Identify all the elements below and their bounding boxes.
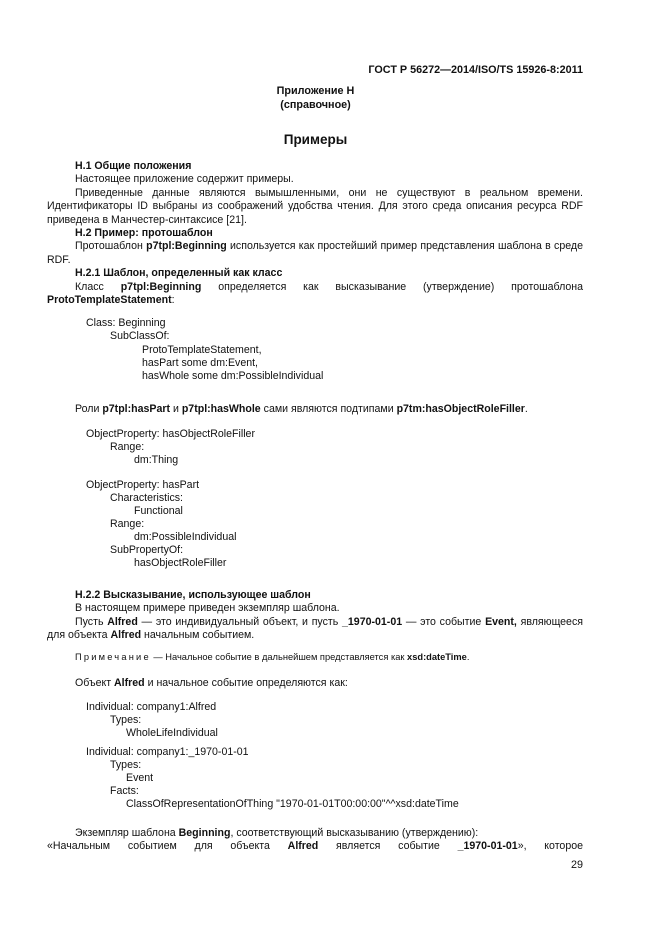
- code-line: hasObjectRoleFiller: [134, 557, 227, 569]
- code-line: Individual: company1:_1970-01-01: [86, 746, 249, 758]
- standard-header: ГОСТ Р 56272—2014/ISO/TS 15926-8:2011: [368, 64, 583, 76]
- section-intro: [47, 160, 583, 307]
- code-line: ObjectProperty: hasObjectRoleFiller: [86, 428, 255, 440]
- paragraph: В настоящем примере приведен экземпляр шаблона.: [75, 602, 340, 615]
- paragraph: Настоящее приложение содержит примеры.: [75, 173, 294, 186]
- code-line: Types:: [110, 714, 142, 726]
- paragraph: Протошаблон p7tpl:Beginning используется как простейший пример представления шаблона в среде RDF.: [47, 240, 583, 266]
- code-line: dm:Thing: [134, 454, 179, 466]
- code-line: Characteristics:: [110, 492, 183, 504]
- code-line: Functional: [134, 505, 183, 517]
- paragraph: Приведенные данные являются вымышленными, они не существуют в реальном времени. Идентификаторы ID выбраны из соображений удобства чтения. Для этого среда описания ресурса RDF приведена в Манчестер-синтаксисе [21].: [47, 186, 583, 226]
- code-line: hasPart some dm:Event,: [142, 357, 258, 369]
- section-heading-h22: Н.2.2 Высказывание, использующее шаблон: [75, 589, 311, 601]
- code-line: hasWhole some dm:PossibleIndividual: [142, 370, 324, 382]
- roles-paragraph: [47, 403, 583, 416]
- code-line: SubClassOf:: [110, 330, 170, 342]
- paragraph: Класс p7tpl:Beginning определяется как высказывание (утверждение) протошаблона ProtoTemplateStatement:: [47, 280, 584, 307]
- code-line: ObjectProperty: hasPart: [86, 479, 200, 491]
- code-line: WholeLifeIndividual: [126, 727, 218, 739]
- section-statement: [47, 589, 583, 643]
- code-line: Facts:: [110, 785, 139, 797]
- code-line: Range:: [110, 518, 145, 530]
- code-line: ProtoTemplateStatement,: [142, 344, 262, 356]
- note: Примечание — Начальное событие в дальнейшем представляется как xsd:dateTime.: [75, 652, 470, 662]
- section-heading-h1: Н.1 Общие положения: [75, 160, 192, 172]
- code-line: Types:: [110, 759, 142, 771]
- note-label: Примечание: [75, 652, 151, 662]
- code-line: Range:: [110, 441, 145, 453]
- section-end: [47, 827, 583, 854]
- annex-heading: [0, 84, 661, 112]
- section-heading-h2: Н.2 Пример: протошаблон: [75, 227, 213, 240]
- code-line: SubPropertyOf:: [110, 544, 184, 556]
- paragraph: Объект Alfred и начальное событие определяются как:: [75, 677, 348, 689]
- code-line: dm:PossibleIndividual: [134, 531, 237, 543]
- paragraph: Экземпляр шаблона Beginning, соответствующий высказыванию (утверждению):: [75, 827, 479, 839]
- paragraph: Пусть Alfred — это индивидуальный объект, и пусть _1970-01-01 — это событие Event, являющееся для объекта Alfred начальным событием.: [47, 615, 583, 642]
- paragraph: Роли p7tpl:hasPart и p7tpl:hasWhole сами являются подтипами p7tm:hasObjectRoleFiller.: [75, 403, 528, 415]
- code-line: ClassOfRepresentationOfThing "1970-01-01T00:00:00"^^xsd:dateTime: [126, 798, 459, 810]
- code-line: Event: [126, 772, 154, 784]
- section-heading-h21: Н.2.1 Шаблон, определенный как класс: [75, 267, 283, 280]
- annex-subtitle: (справочное): [280, 99, 351, 111]
- annex-title: Приложение Н: [276, 85, 355, 97]
- object-paragraph: [47, 677, 583, 690]
- page-title: Примеры: [283, 132, 348, 147]
- paragraph: «Начальным событием для объекта Alfred является событие _1970-01-01», которое: [47, 840, 584, 853]
- code-line: Individual: company1:Alfred: [86, 701, 217, 713]
- code-line: Class: Beginning: [86, 317, 166, 329]
- page-number: 29: [570, 859, 583, 871]
